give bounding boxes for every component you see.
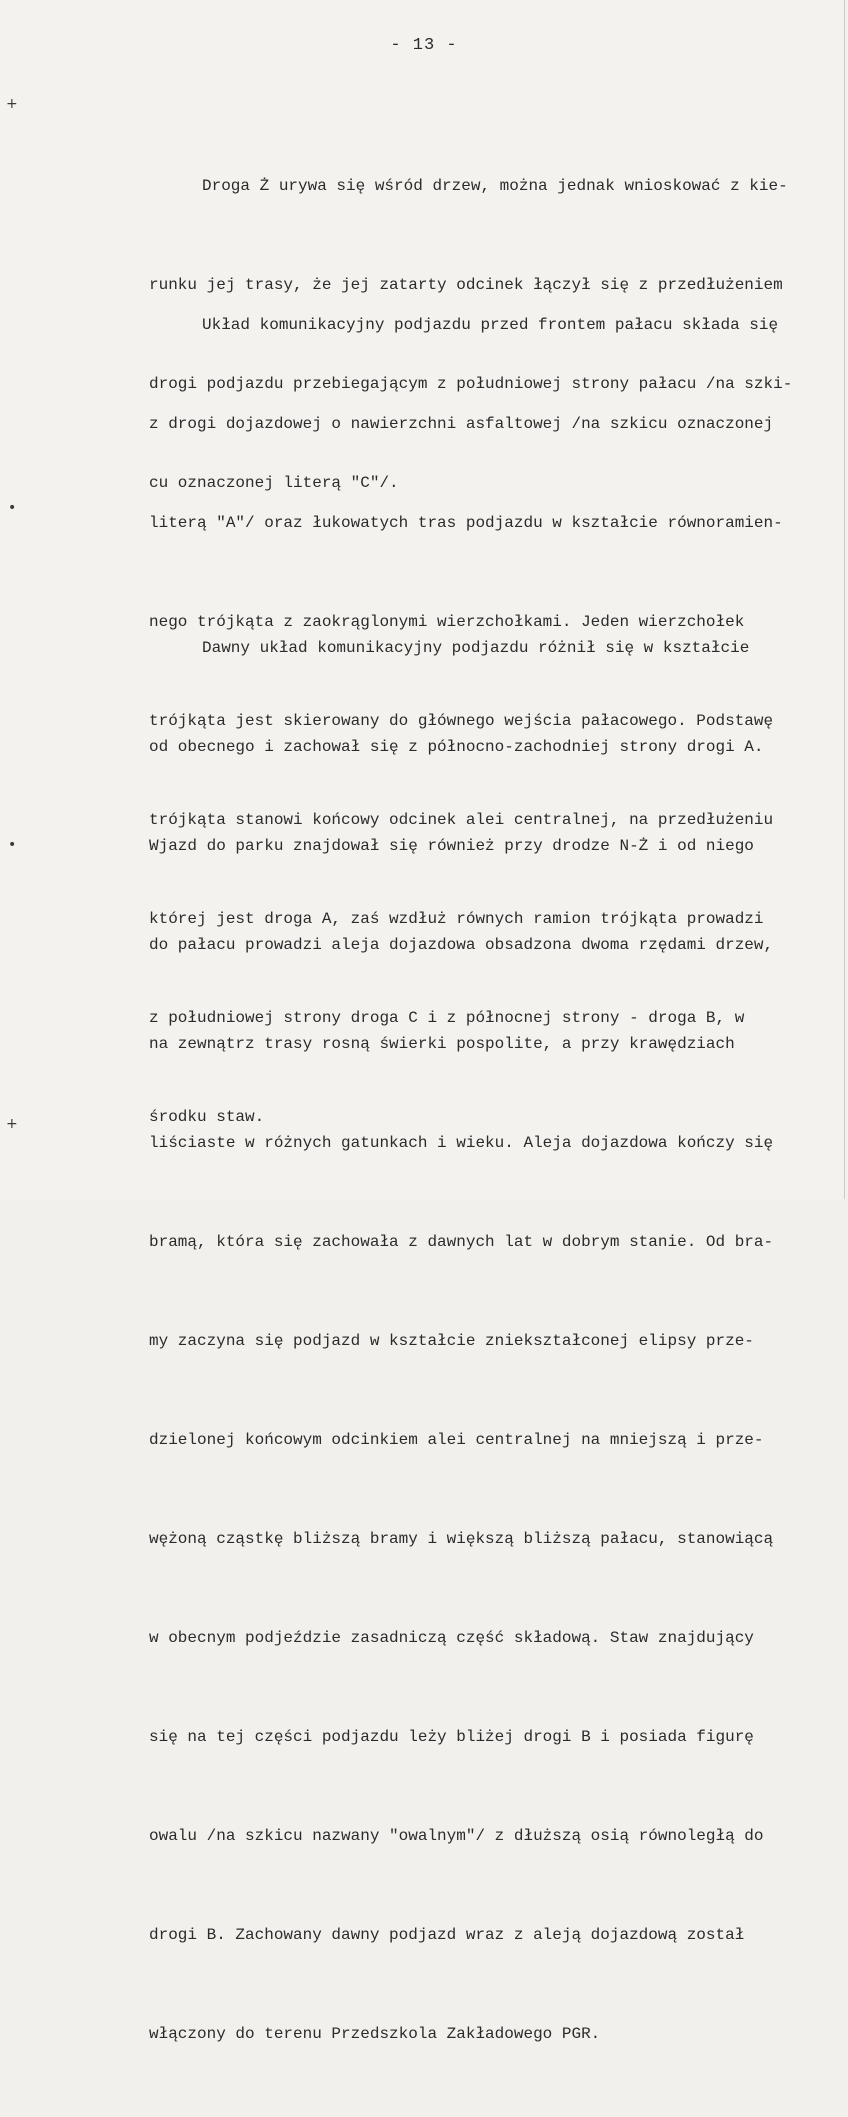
- text-line: cu oznaczonej literą "C"/.: [149, 474, 399, 492]
- text-line: się na tej części podjazdu leży bliżej drogi B i posiada figurę: [149, 1728, 754, 1746]
- text-line: z drogi dojazdowej o nawierzchni asfaltowej /na szkicu oznaczonej: [149, 415, 774, 433]
- text-line: na zewnątrz trasy rosną świerki pospolite, a przy krawędziach: [149, 1035, 735, 1053]
- page-number: - 13 -: [390, 36, 458, 55]
- text-line: Wjazd do parku znajdował się również przy drodze N-Ż i od niego: [149, 837, 754, 855]
- text-line: trójkąta jest skierowany do głównego wejścia pałacowego. Podstawę: [149, 712, 774, 730]
- text-line: bramą, która się zachowała z dawnych lat w dobrym stanie. Od bra-: [149, 1233, 774, 1251]
- text-line: z południowej strony droga C i z północnej strony - droga B, w: [149, 1009, 745, 1027]
- text-line: my zaczyna się podjazd w kształcie zniekształconej elipsy prze-: [149, 1332, 754, 1350]
- punch-hole-mark-icon: +: [6, 1116, 18, 1132]
- text-line: od obecnego i zachował się z północno-zachodniej strony drogi A.: [149, 738, 764, 756]
- punch-hole-mark-icon: •: [8, 500, 17, 516]
- page-edge-line: [844, 0, 845, 1199]
- text-line: włączony do terenu Przedszkola Zakładowego PGR.: [149, 2025, 601, 2043]
- text-line: Układ komunikacyjny podjazdu przed frontem pałacu składa się: [202, 316, 779, 334]
- text-line: liściaste w różnych gatunkach i wieku. Aleja dojazdowa kończy się: [149, 1134, 774, 1152]
- paragraph-3: [149, 566, 773, 2117]
- text-line: Droga Ż urywa się wśród drzew, można jednak wnioskować z kie-: [202, 177, 788, 195]
- text-line: runku jej trasy, że jej zatarty odcinek łączył się z przedłużeniem: [149, 276, 783, 294]
- punch-hole-mark-icon: •: [8, 837, 17, 853]
- text-line: dzielonej końcowym odcinkiem alei centralnej na mniejszą i prze-: [149, 1431, 764, 1449]
- text-line: trójkąta stanowi końcowy odcinek alei centralnej, na przedłużeniu: [149, 811, 774, 829]
- text-line: w obecnym podjeździe zasadniczą część składową. Staw znajdujący: [149, 1629, 754, 1647]
- text-line: której jest droga A, zaś wzdłuż równych ramion trójkąta prowadzi: [149, 910, 764, 928]
- text-line: owalu /na szkicu nazwany "owalnym"/ z dłuższą osią równoległą do: [149, 1827, 764, 1845]
- text-line: drogi podjazdu przebiegającym z południowej strony pałacu /na szki-: [149, 375, 793, 393]
- punch-hole-mark-icon: +: [6, 96, 18, 112]
- text-line: drogi B. Zachowany dawny podjazd wraz z aleją dojazdową został: [149, 1926, 745, 1944]
- text-line: Dawny układ komunikacyjny podjazdu różnił się w kształcie: [202, 639, 750, 657]
- text-line: środku staw.: [149, 1108, 265, 1126]
- text-line: wężoną cząstkę bliższą bramy i większą bliższą pałacu, stanowiącą: [149, 1530, 774, 1548]
- text-line: literą "A"/ oraz łukowatych tras podjazdu w kształcie równoramien-: [149, 514, 783, 532]
- text-line: do pałacu prowadzi aleja dojazdowa obsadzona dwoma rzędami drzew,: [149, 936, 774, 954]
- text-line: nego trójkąta z zaokrąglonymi wierzchołkami. Jeden wierzchołek: [149, 613, 745, 631]
